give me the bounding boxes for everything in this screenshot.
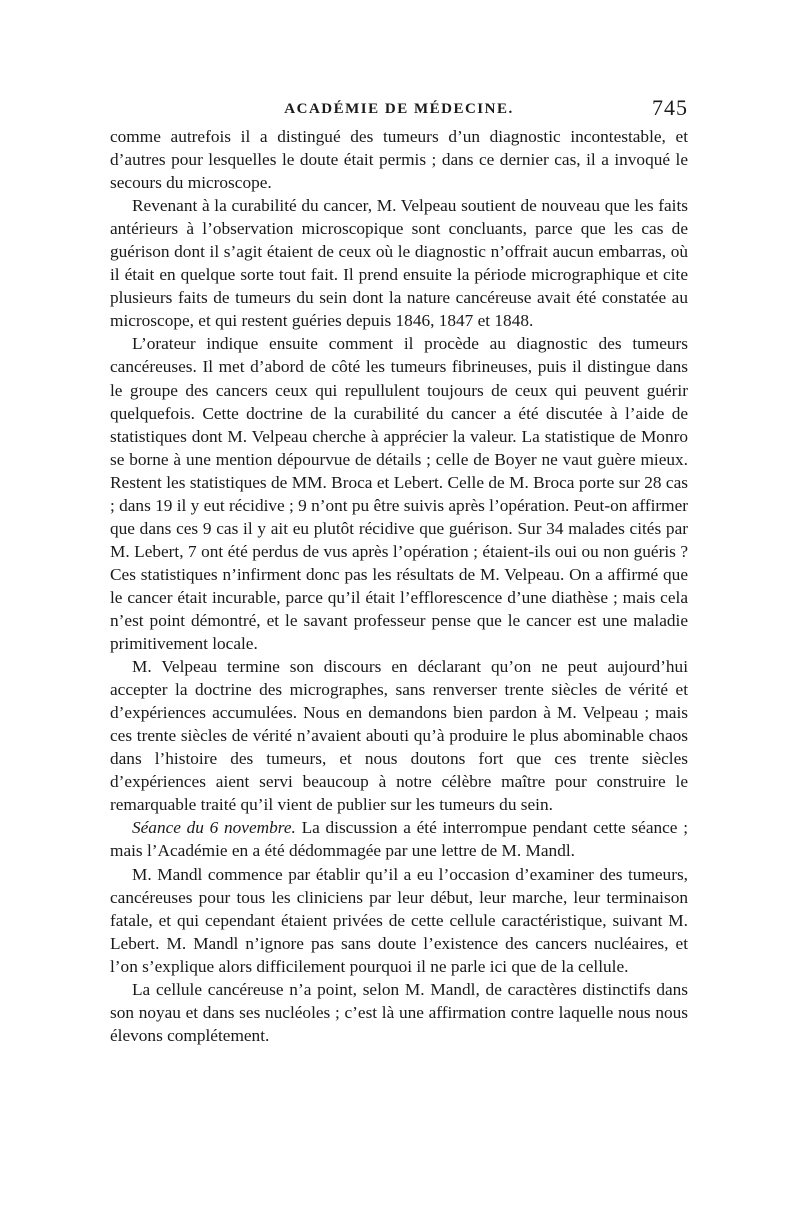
paragraph-seance [110, 816, 688, 862]
running-title: ACADÉMIE DE MÉDECINE. [284, 101, 514, 117]
seance-heading: Séance du 6 novembre. [132, 818, 296, 838]
paragraph-diagnostic: L’orateur indique ensuite comment il procède au diagnostic des tumeurs cancéreuses. Il met d’abord de côté les tumeurs fibrineuses, puis il distingue dans le groupe des cancers ceux qui repullulent toujours de ceux qui peuvent guérir quelquefois. Cette doctrine de la curabilité du cancer a été discutée à l’aide de statistiques dont M. Velpeau cherche à apprécier la valeur. La statistique de Monro se borne à une mention dépourvue de détails ; celle de Boyer ne vaut guère mieux. Restent les statistiques de MM. Broca et Lebert. Celle de M. Broca porte sur 28 cas ; dans 19 il y eut récidive ; 9 n’ont pu être suivis après l’opération. Peut-on affirmer que dans ces 9 cas il y ait eu plutôt récidive que guérison. Sur 34 malades cités par M. Lebert, 7 ont été perdus de vus après l’opération ; étaient-ils oui ou non guéris ? Ces statistiques n’infirment donc pas les résultats de M. Velpeau. On a affirmé que le cancer était incurable, parce qu’il était l’efflorescence d’une diathèse ; mais cela n’est point démontré, et le savant professeur pense que le cancer est une maladie primitivement locale. [110, 334, 688, 654]
paragraph-cellule: La cellule cancéreuse n’a point, selon M. Mandl, de caractères distinctifs dans son noyau et dans ses nucléoles ; c’est là une affirmation contre laquelle nous nous élevons complétement. [110, 979, 688, 1045]
body-text [110, 125, 688, 1047]
paragraph-curabilite: Revenant à la curabilité du cancer, M. Velpeau soutient de nouveau que les faits antérieurs à l’observation microscopique sont concluants, parce que les cas de guérison dont il s’agit étaient de ceux où le diagnostic n’offrait aucun embarras, où il était en quelque sorte tout fait. Il prend ensuite la période micrographique et cite plusieurs faits de tumeurs du sein dont la nature cancéreuse avait été constatée au microscope, et qui restent guéries depuis 1846, 1847 et 1848. [110, 196, 688, 331]
running-head [110, 95, 688, 125]
book-page [110, 95, 688, 1047]
paragraph-mandl: M. Mandl commence par établir qu’il a eu l’occasion d’examiner des tumeurs, cancéreuses pour tous les cliniciens par leur début, leur marche, leur terminaison fatale, et qui cependant étaient privées de cette cellule caractéristique, suivant M. Lebert. M. Mandl n’ignore pas sans doute l’existence des cancers nucléaires, et l’on s’explique alors difficilement pourquoi il ne parle ici que de la cellule. [110, 864, 688, 976]
paragraph-conclusion-velpeau: M. Velpeau termine son discours en déclarant qu’on ne peut aujourd’hui accepter la doctrine des micrographes, sans renverser trente siècles de vérité et d’expériences accumulées. Nous en demandons bien pardon à M. Velpeau ; mais ces trente siècles de vérité n’avaient abouti qu’à produire le plus abominable chaos dans l’histoire des tumeurs, et nous doutons fort que ces trente siècles d’expériences aient servi beaucoup à notre célèbre maître pour construire le remarquable traité qu’il vient de publier sur les tumeurs du sein. [110, 657, 688, 815]
page-number: 745 [652, 95, 688, 120]
seance-text: La discussion a été interrompue pendant cette séance ; mais l’Académie en a été dédommagée par une lettre de M. Mandl. [110, 818, 688, 861]
paragraph-continuation: comme autrefois il a distingué des tumeurs d’un diagnostic incontestable, et d’autres pour lesquelles le doute était permis ; dans ce dernier cas, il a invoqué le secours du microscope. [110, 127, 688, 193]
